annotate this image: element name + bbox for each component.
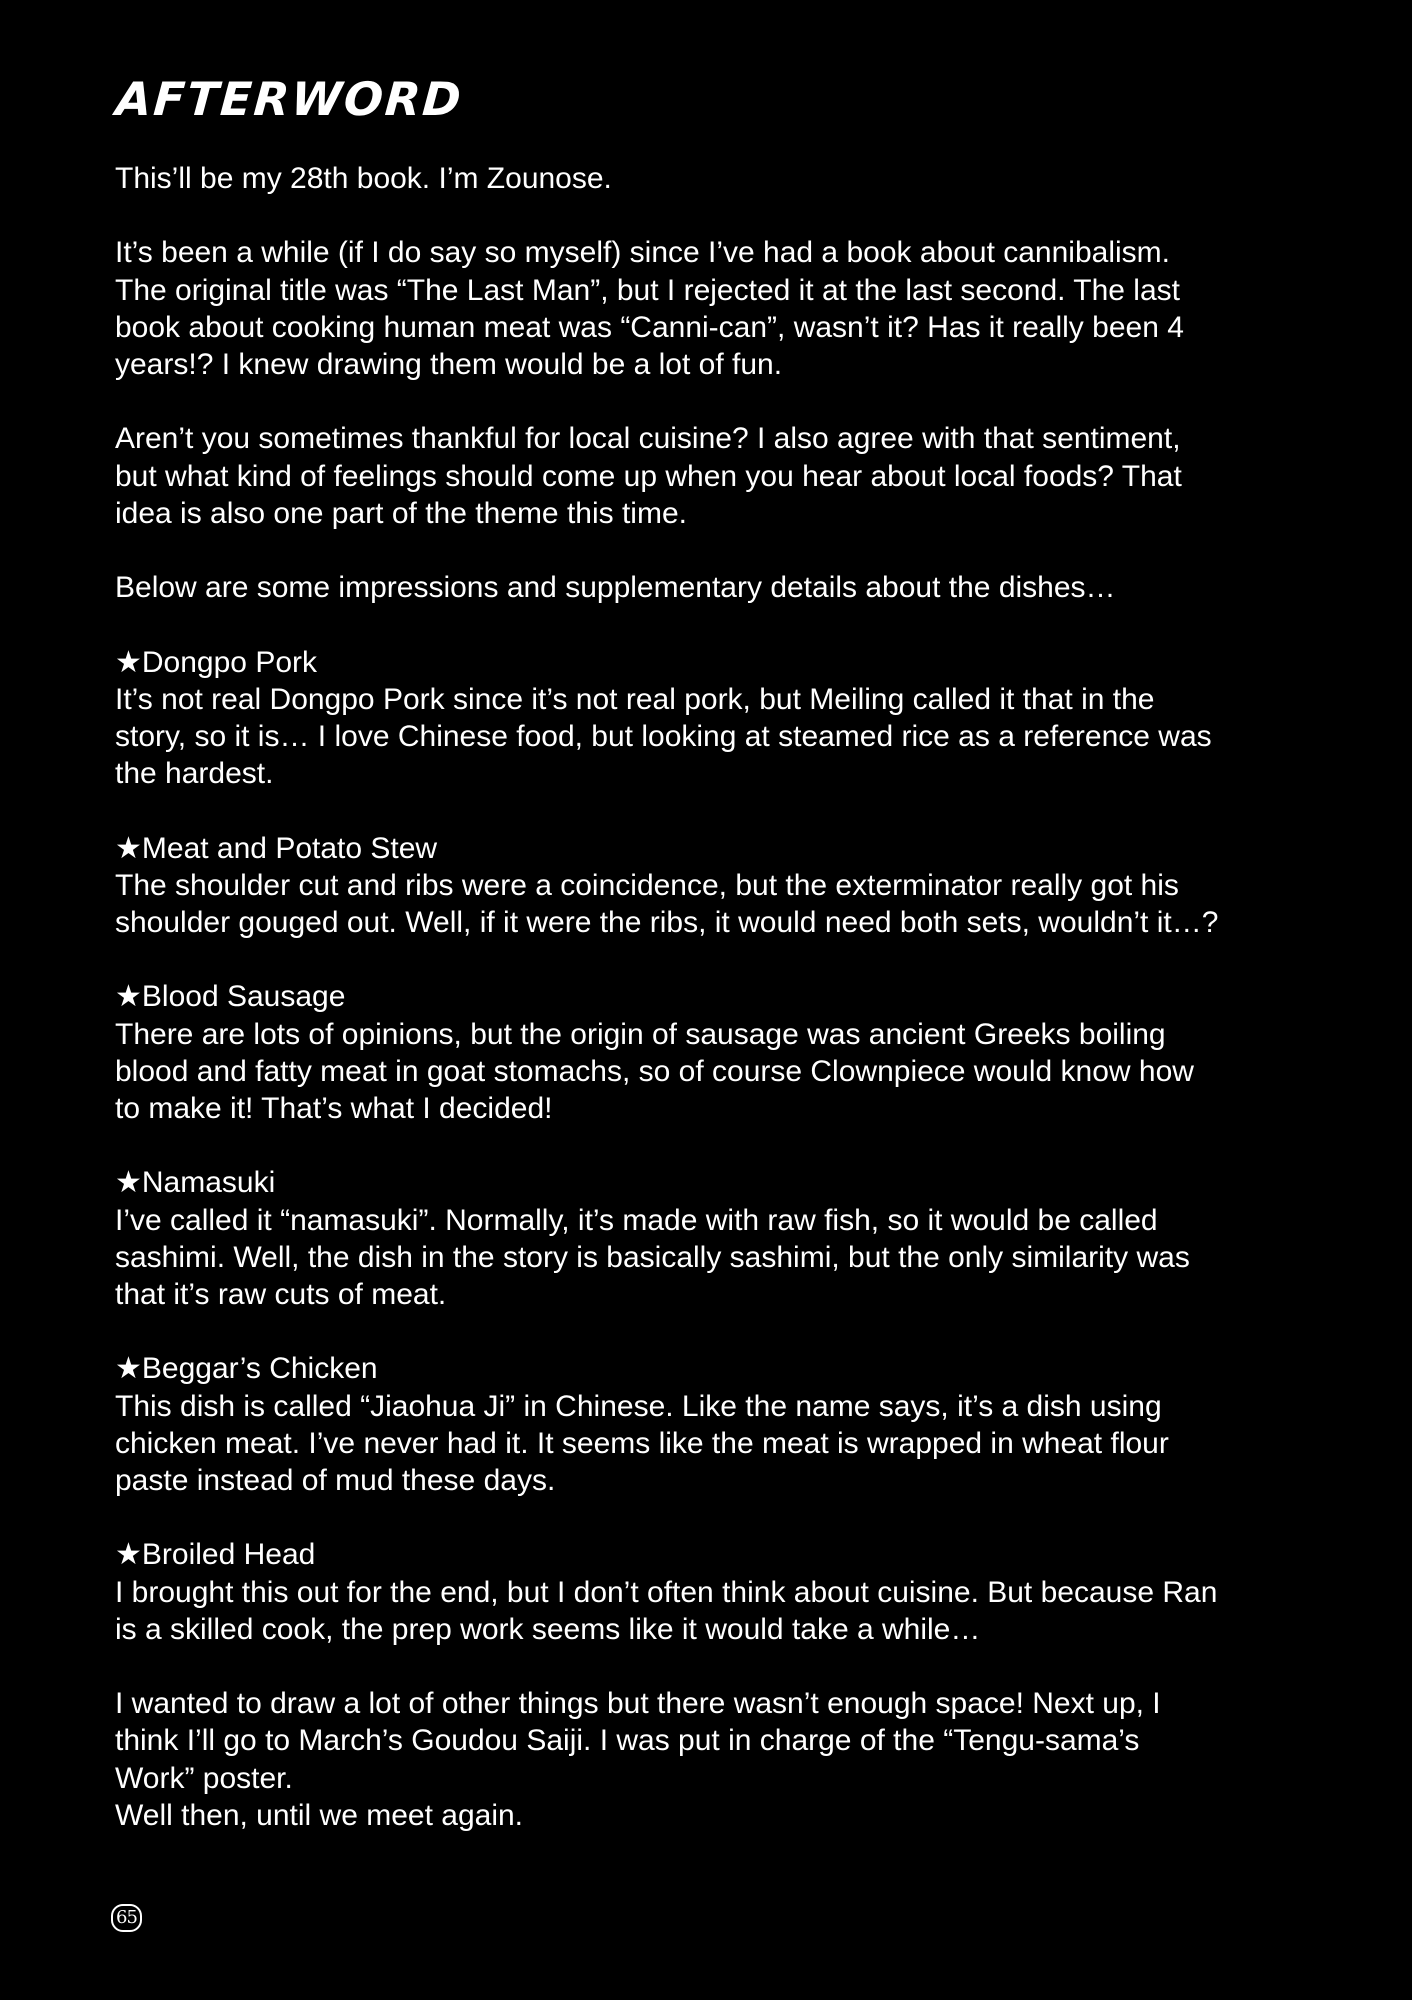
dish-section-meat-and-potato-stew — [115, 830, 1315, 942]
text-line: I’ve called it “namasuki”. Normally, it’s made with raw fish, so it would be called — [115, 1203, 1158, 1237]
dish-section-namasuki — [115, 1164, 1315, 1313]
text-line: to make it! That’s what I decided! — [115, 1091, 553, 1125]
text-line: idea is also one part of the theme this time. — [115, 496, 687, 530]
dish-section-beggars-chicken — [115, 1350, 1315, 1499]
text-line: paste instead of mud these days. — [115, 1463, 556, 1497]
text-line: It’s been a while (if I do say so myself) since I’ve had a book about cannibalism. — [115, 236, 1170, 270]
intro-paragraph-3 — [115, 420, 1315, 532]
dish-heading: ★Broiled Head — [115, 1538, 316, 1572]
page-title: AFTERWORD — [114, 72, 465, 126]
text-line: years!? I knew drawing them would be a lot of fun. — [115, 348, 783, 381]
text-line: the hardest. — [115, 757, 274, 791]
text-line: The shoulder cut and ribs were a coincidence, but the exterminator really got his — [115, 868, 1179, 902]
text-line: sashimi. Well, the dish in the story is basically sashimi, but the only similarity was — [115, 1240, 1190, 1274]
intro-paragraph-1 — [115, 160, 1315, 197]
text-line: shoulder gouged out. Well, if it were the ribs, it would need both sets, wouldn’t it…? — [115, 905, 1219, 939]
text-line: This’ll be my 28th book. I’m Zounose. — [115, 162, 612, 195]
text-line: Work” poster. — [115, 1761, 293, 1795]
text-line: blood and fatty meat in goat stomachs, so of course Clownpiece would know how — [115, 1054, 1194, 1088]
text-line: I wanted to draw a lot of other things but there wasn’t enough space! Next up, I — [115, 1687, 1161, 1721]
text-line: It’s not real Dongpo Pork since it’s not real pork, but Meiling called it that in the — [115, 682, 1155, 716]
dish-heading: ★Namasuki — [115, 1166, 276, 1200]
text-line: that it’s raw cuts of meat. — [115, 1277, 447, 1311]
dish-heading: ★Dongpo Pork — [115, 645, 318, 679]
dish-section-blood-sausage — [115, 978, 1315, 1127]
text-line: but what kind of feelings should come up when you hear about local foods? That — [115, 459, 1182, 493]
intro-paragraph-4 — [115, 569, 1315, 606]
text-line: story, so it is… I love Chinese food, but looking at steamed rice as a reference was — [115, 719, 1212, 753]
dish-heading: ★Meat and Potato Stew — [115, 831, 438, 865]
text-line: think I’ll go to March’s Goudou Saiji. I was put in charge of the “Tengu-sama’s — [115, 1724, 1140, 1758]
text-line: Below are some impressions and supplementary details about the dishes… — [115, 571, 1116, 605]
afterword-body — [115, 160, 1315, 1871]
page-number: 65 — [111, 1904, 142, 1932]
text-line: book about cooking human meat was “Canni-can”, wasn’t it? Has it really been 4 — [115, 310, 1184, 344]
dish-section-dongpo-pork — [115, 644, 1315, 793]
text-line: This dish is called “Jiaohua Ji” in Chinese. Like the name says, it’s a dish using — [115, 1389, 1162, 1423]
text-line: is a skilled cook, the prep work seems like it would take a while… — [115, 1612, 981, 1646]
intro-paragraph-2 — [115, 234, 1315, 383]
dish-section-broiled-head — [115, 1536, 1315, 1648]
text-line: chicken meat. I’ve never had it. It seems like the meat is wrapped in wheat flour — [115, 1426, 1169, 1460]
text-line: The original title was “The Last Man”, but I rejected it at the last second. The last — [115, 273, 1180, 307]
closing-paragraph — [115, 1685, 1315, 1834]
dish-heading: ★Blood Sausage — [115, 980, 346, 1014]
text-line: Aren’t you sometimes thankful for local cuisine? I also agree with that sentiment, — [115, 422, 1181, 456]
text-line: Well then, until we meet again. — [115, 1798, 524, 1832]
text-line: There are lots of opinions, but the origin of sausage was ancient Greeks boiling — [115, 1017, 1166, 1051]
text-line: I brought this out for the end, but I don’t often think about cuisine. But because Ran — [115, 1575, 1218, 1609]
dish-heading: ★Beggar’s Chicken — [115, 1352, 378, 1386]
